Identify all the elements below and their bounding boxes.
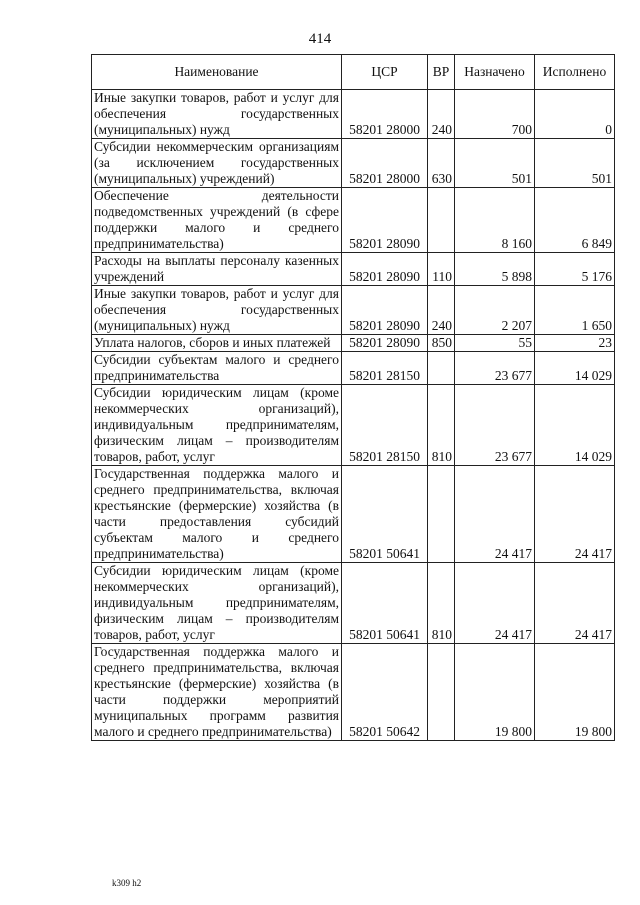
page-number: 414	[308, 31, 332, 47]
budget-table	[91, 54, 615, 741]
header-csr: ЦСР	[342, 55, 428, 90]
row-planned: 24 417	[455, 466, 535, 563]
row-csr: 58201 28090	[342, 286, 428, 335]
row-planned: 700	[455, 90, 535, 139]
row-vr	[428, 188, 455, 253]
row-name: Субсидии юридическим лицам (кроме некоммерческих организаций), индивидуальным предпринимателям, физическим лицам – производителям товаров, работ, услуг	[92, 563, 342, 644]
row-vr: 810	[428, 563, 455, 644]
row-vr: 630	[428, 139, 455, 188]
footer-code: k309 h2	[112, 878, 142, 888]
table-header-row	[92, 55, 615, 90]
table-row	[92, 335, 615, 352]
row-planned: 5 898	[455, 253, 535, 286]
row-executed: 5 176	[535, 253, 615, 286]
row-vr	[428, 644, 455, 741]
table-row	[92, 644, 615, 741]
row-planned: 501	[455, 139, 535, 188]
row-executed: 6 849	[535, 188, 615, 253]
row-planned: 8 160	[455, 188, 535, 253]
row-planned: 24 417	[455, 563, 535, 644]
row-csr: 58201 28090	[342, 253, 428, 286]
row-name: Государственная поддержка малого и среднего предпринимательства, включая крестьянские (фермерские) хозяйства (в части поддержки мероприятий муниципальных программ развития малого и среднего предпринимательства)	[92, 644, 342, 741]
table-row	[92, 352, 615, 385]
row-vr: 850	[428, 335, 455, 352]
row-csr: 58201 28090	[342, 335, 428, 352]
row-executed: 1 650	[535, 286, 615, 335]
header-name: Наименование	[92, 55, 342, 90]
row-vr	[428, 352, 455, 385]
row-csr: 58201 50642	[342, 644, 428, 741]
table-row	[92, 253, 615, 286]
table-row	[92, 139, 615, 188]
row-name: Субсидии некоммерческим организациям (за исключением государственных (муниципальных) учреждений)	[92, 139, 342, 188]
row-csr: 58201 50641	[342, 563, 428, 644]
row-name: Государственная поддержка малого и среднего предпринимательства, включая крестьянские (фермерские) хозяйства (в части предоставления субсидий субъектам малого и среднего предпринимательства)	[92, 466, 342, 563]
header-vr: ВР	[428, 55, 455, 90]
row-csr: 58201 28000	[342, 139, 428, 188]
table-row	[92, 286, 615, 335]
header-planned: Назначено	[455, 55, 535, 90]
row-csr: 58201 28090	[342, 188, 428, 253]
row-csr: 58201 28000	[342, 90, 428, 139]
row-executed: 14 029	[535, 385, 615, 466]
row-executed: 19 800	[535, 644, 615, 741]
row-csr: 58201 50641	[342, 466, 428, 563]
row-csr: 58201 28150	[342, 385, 428, 466]
row-planned: 55	[455, 335, 535, 352]
table-row	[92, 188, 615, 253]
table-row	[92, 385, 615, 466]
row-name: Иные закупки товаров, работ и услуг для обеспечения государственных (муниципальных) нужд	[92, 90, 342, 139]
row-executed: 14 029	[535, 352, 615, 385]
row-executed: 0	[535, 90, 615, 139]
row-csr: 58201 28150	[342, 352, 428, 385]
row-executed: 24 417	[535, 466, 615, 563]
row-vr: 240	[428, 90, 455, 139]
row-vr	[428, 466, 455, 563]
table-row	[92, 563, 615, 644]
row-executed: 501	[535, 139, 615, 188]
row-vr: 240	[428, 286, 455, 335]
row-executed: 24 417	[535, 563, 615, 644]
row-name: Обеспечение деятельности подведомственных учреждений (в сфере поддержки малого и среднего предпринимательства)	[92, 188, 342, 253]
row-name: Субсидии юридическим лицам (кроме некоммерческих организаций), индивидуальным предпринимателям, физическим лицам – производителям товаров, работ, услуг	[92, 385, 342, 466]
row-planned: 2 207	[455, 286, 535, 335]
row-name: Иные закупки товаров, работ и услуг для обеспечения государственных (муниципальных) нужд	[92, 286, 342, 335]
table-row	[92, 90, 615, 139]
row-planned: 19 800	[455, 644, 535, 741]
row-planned: 23 677	[455, 385, 535, 466]
header-executed: Исполнено	[535, 55, 615, 90]
row-vr: 110	[428, 253, 455, 286]
row-planned: 23 677	[455, 352, 535, 385]
row-name: Расходы на выплаты персоналу казенных учреждений	[92, 253, 342, 286]
row-name: Субсидии субъектам малого и среднего предпринимательства	[92, 352, 342, 385]
row-executed: 23	[535, 335, 615, 352]
row-vr: 810	[428, 385, 455, 466]
row-name: Уплата налогов, сборов и иных платежей	[92, 335, 342, 352]
table-row	[92, 466, 615, 563]
